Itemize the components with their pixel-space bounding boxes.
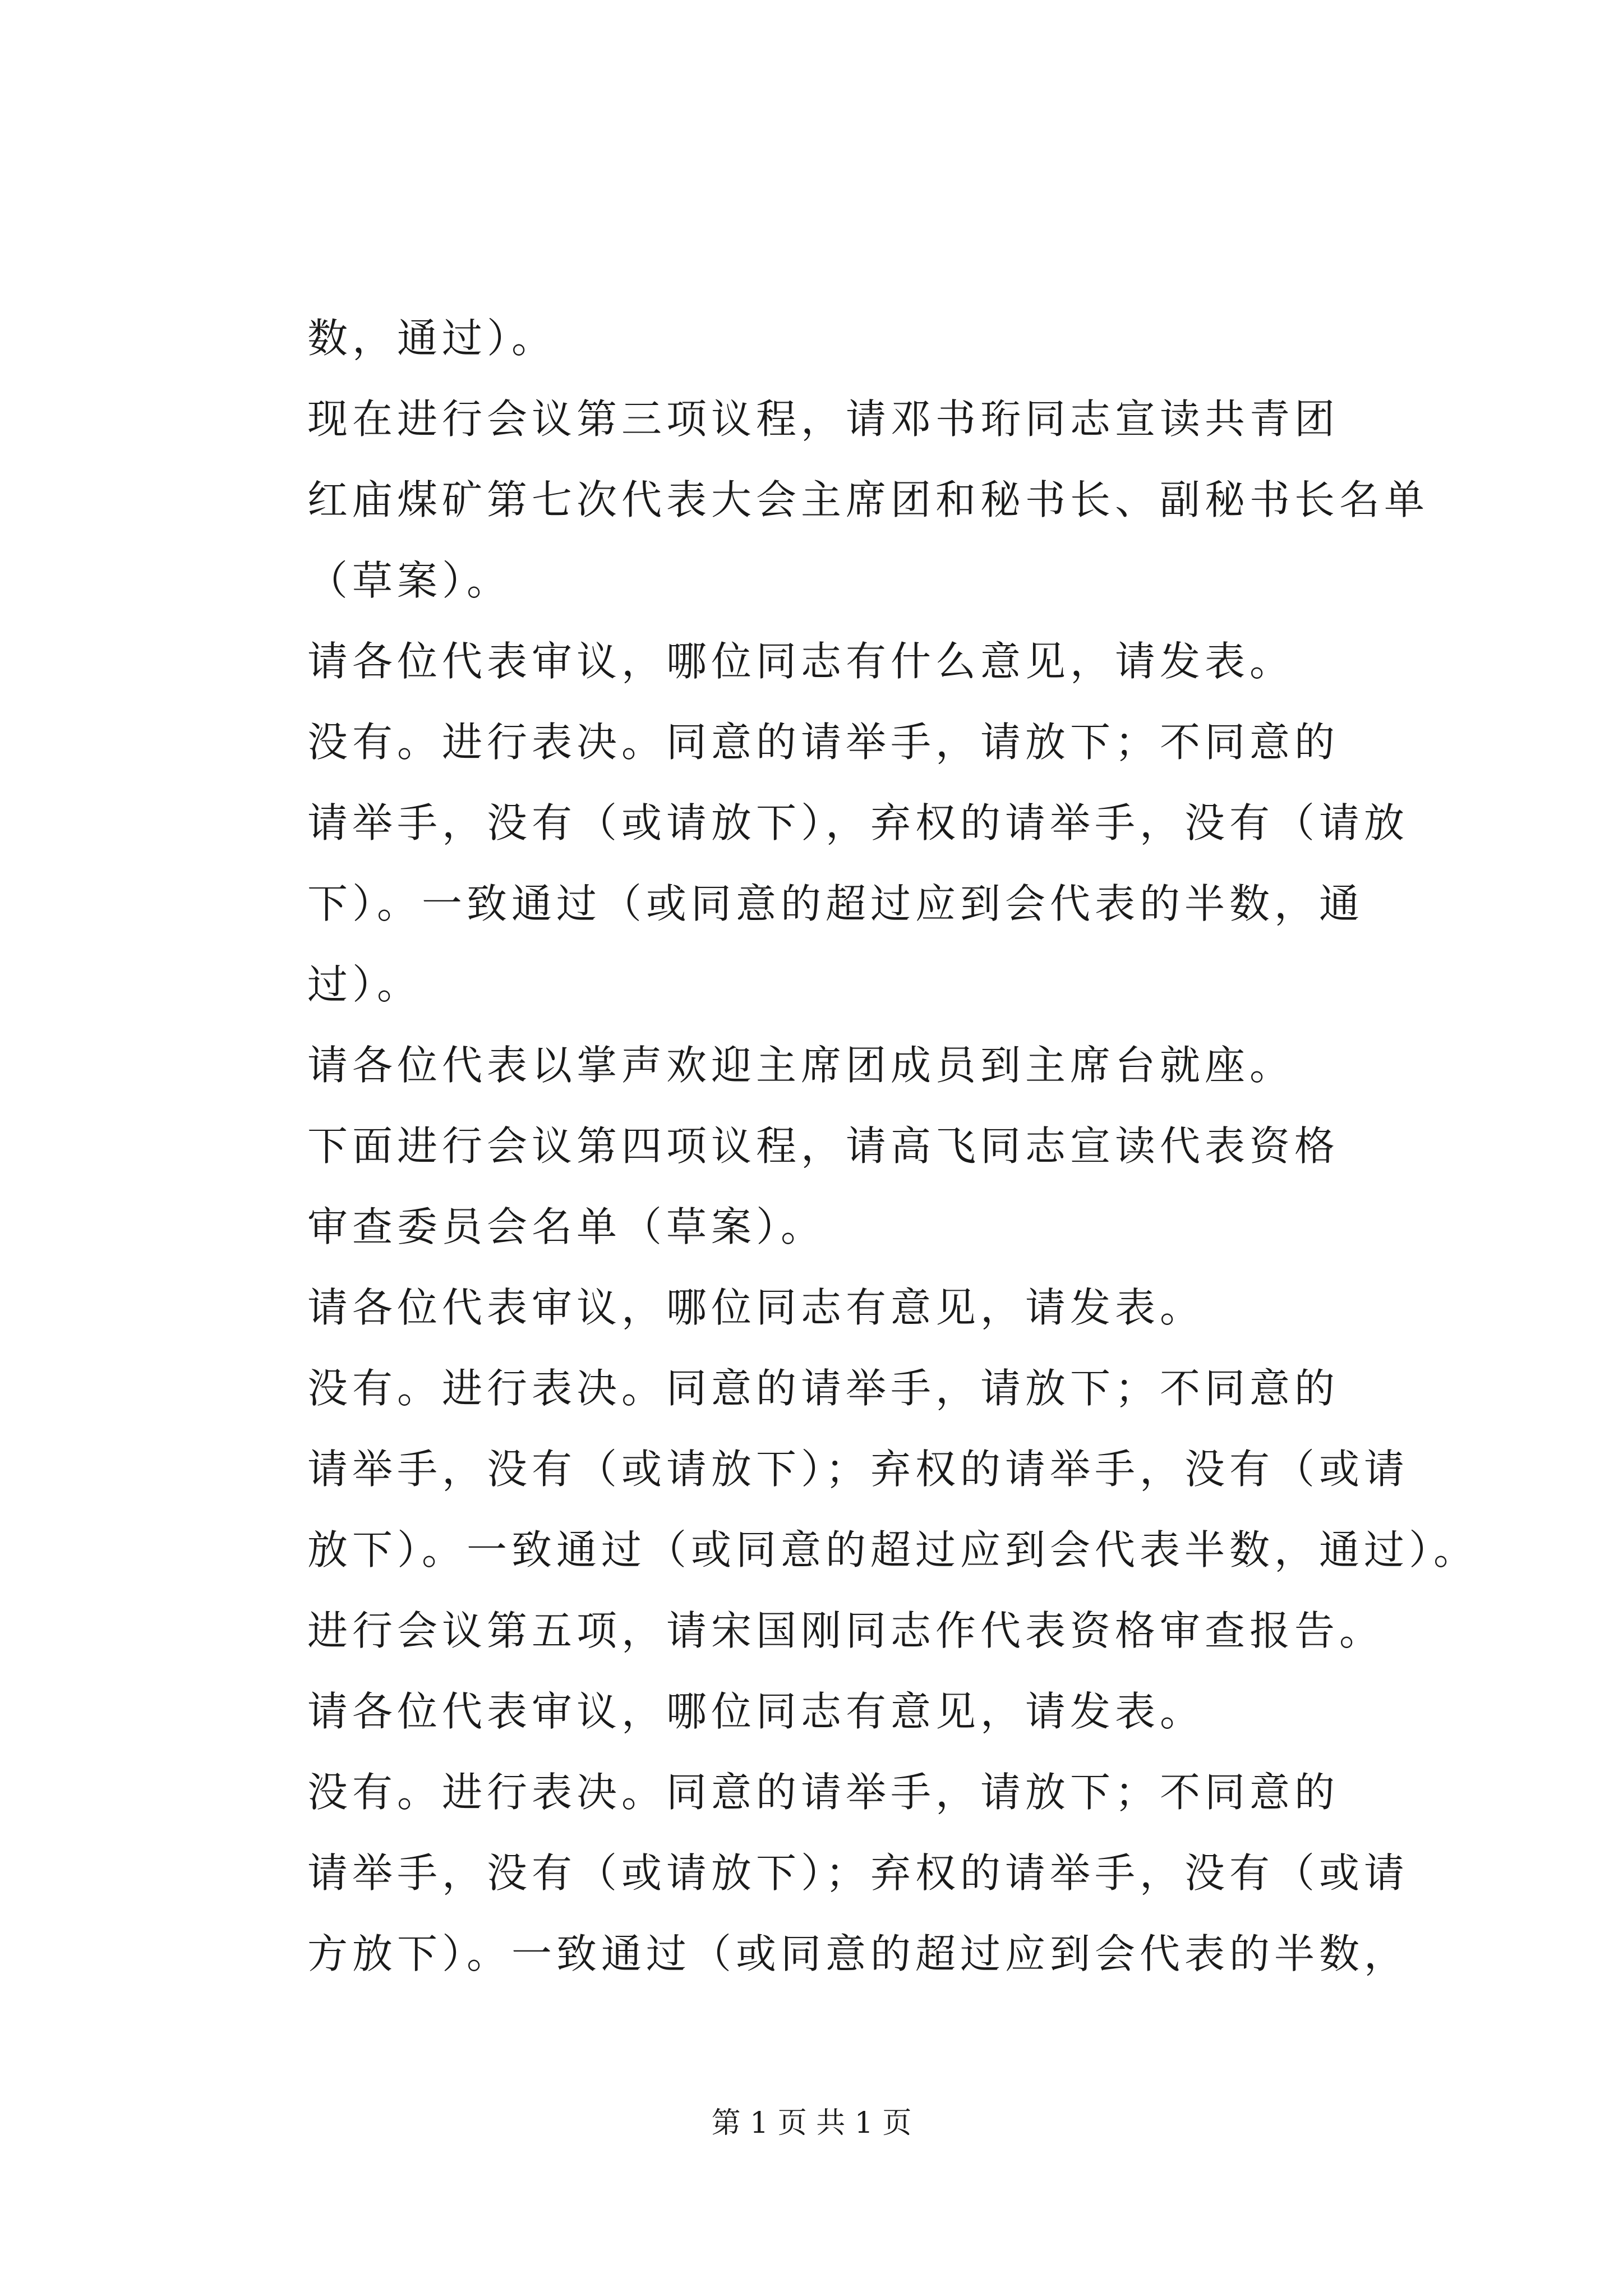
text-line: 放下）。一致通过（或同意的超过应到会代表半数，通过）。 (307, 1526, 1479, 1573)
text-line: 方放下）。一致通过（或同意的超过应到会代表的半数， (307, 1930, 1409, 1977)
text-line: 请举手，没有（或请放下），弃权的请举手，没有（请放 (307, 799, 1409, 846)
text-line: 数，通过）。 (307, 315, 557, 362)
text-line: 请各位代表以掌声欢迎主席团成员到主席台就座。 (307, 1042, 1295, 1089)
text-line: 没有。进行表决。同意的请举手，请放下；不同意的 (307, 1769, 1340, 1816)
text-line: 现在进行会议第三项议程，请邓书珩同志宣读共青团 (307, 395, 1340, 443)
text-line: 下面进行会议第四项议程，请高飞同志宣读代表资格 (307, 1122, 1340, 1170)
text-line: 红庙煤矿第七次代表大会主席团和秘书长、副秘书长名单 (307, 476, 1430, 523)
text-line: 没有。进行表决。同意的请举手，请放下；不同意的 (307, 1365, 1340, 1412)
text-line: 请各位代表审议，哪位同志有意见，请发表。 (307, 1284, 1205, 1331)
text-line: 请举手，没有（或请放下）；弃权的请举手，没有（或请 (307, 1849, 1409, 1897)
text-line: 请各位代表审议，哪位同志有什么意见，请发表。 (307, 638, 1295, 685)
text-line: 没有。进行表决。同意的请举手，请放下；不同意的 (307, 719, 1340, 766)
text-line: 请各位代表审议，哪位同志有意见，请发表。 (307, 1688, 1205, 1735)
text-line: （草案）。 (307, 557, 512, 604)
text-line: 进行会议第五项，请宋国刚同志作代表资格审查报告。 (307, 1607, 1385, 1654)
text-line: 审查委员会名单（草案）。 (307, 1203, 826, 1250)
text-line: 下）。一致通过（或同意的超过应到会代表的半数，通 (307, 880, 1364, 927)
page-footer: 第 1 页 共 1 页 (711, 2106, 912, 2140)
text-line: 请举手，没有（或请放下）；弃权的请举手，没有（或请 (307, 1446, 1409, 1493)
text-line: 过）。 (307, 961, 422, 1008)
